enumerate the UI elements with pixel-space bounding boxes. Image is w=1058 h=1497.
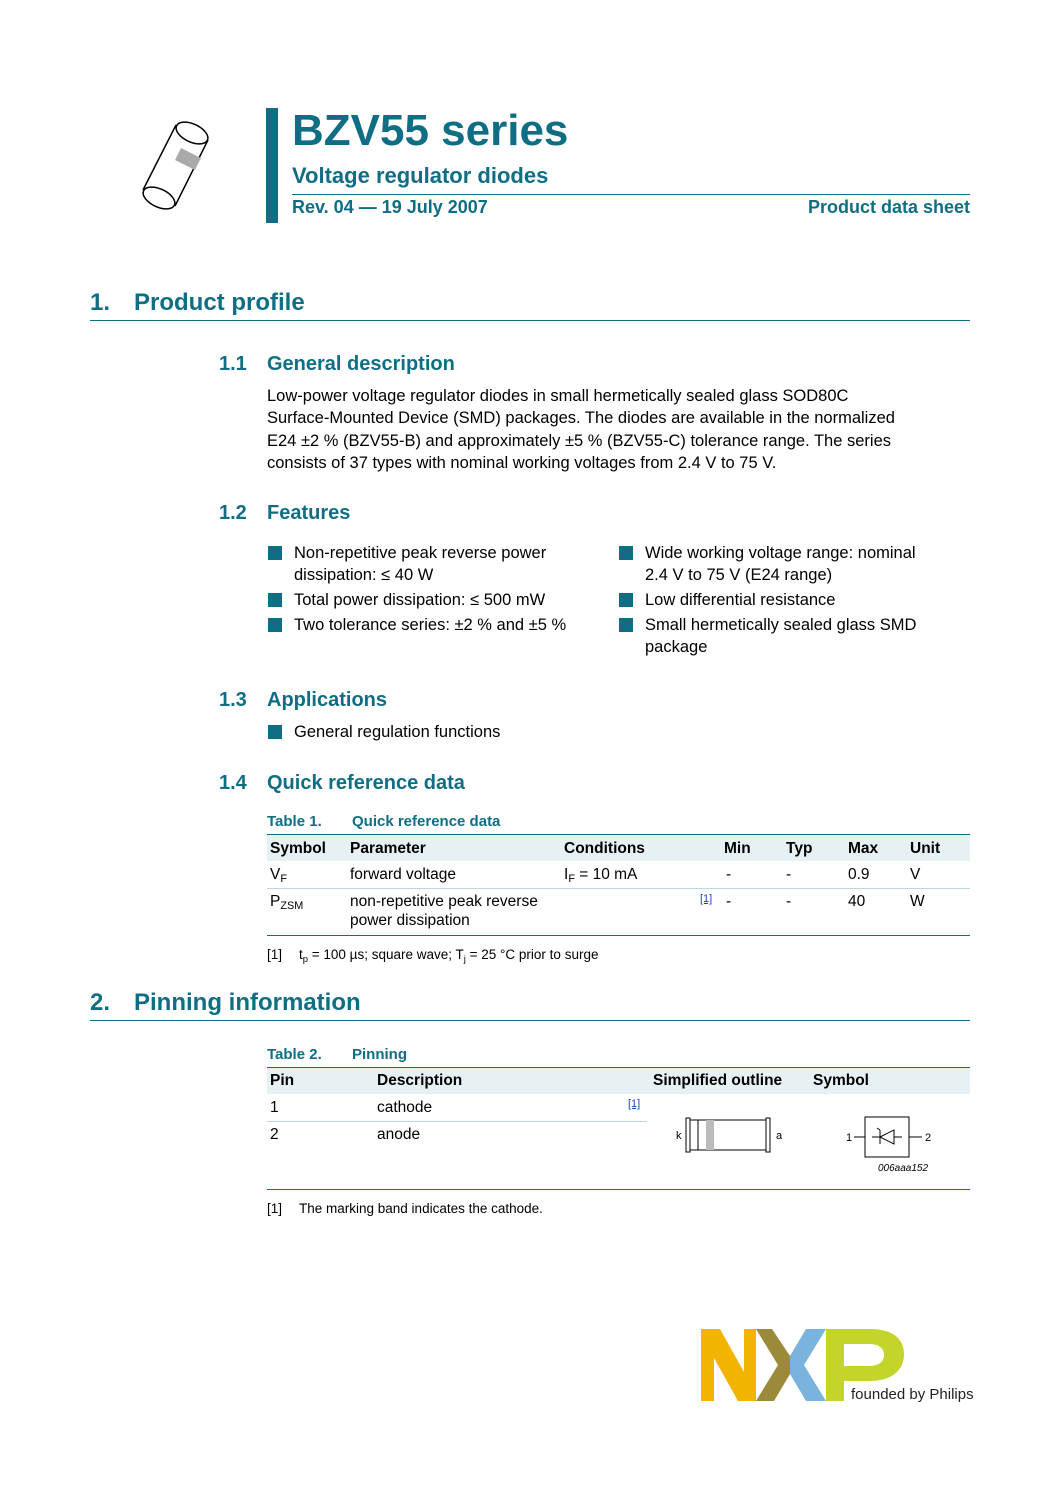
section-number: 2. (90, 989, 111, 1016)
table-cell-pin: 1 (270, 1099, 279, 1116)
bullet-icon (268, 725, 282, 739)
table-note-id: [1] (267, 1201, 283, 1216)
bullet-icon (268, 618, 282, 632)
revision-info: Rev. 04 — 19 July 2007 (292, 197, 488, 217)
subsection-title-general-description: General description (267, 353, 455, 375)
table-cell-pin: 2 (270, 1126, 279, 1143)
bullet-icon (619, 618, 633, 632)
section-divider (90, 1020, 970, 1021)
column-header: Simplified outline (653, 1072, 783, 1089)
symbol-pin-1-label: 1 (846, 1132, 853, 1144)
subsection-number: 1.3 (219, 689, 247, 711)
zener-diode-symbol (842, 1110, 942, 1178)
column-header: Typ (786, 840, 813, 857)
subsection-number: 1.4 (219, 772, 247, 794)
table-caption: Pinning (352, 1046, 407, 1063)
bullet-icon (619, 546, 633, 560)
table-cell-max: 40 (848, 893, 866, 910)
feature-item-line: package (645, 638, 708, 656)
column-header: Symbol (813, 1072, 869, 1089)
feature-item-line: Small hermetically sealed glass SMD (645, 616, 917, 634)
table-cell-conditions: $I_F = 10$ mA (564, 866, 638, 885)
table-cell-unit: W (910, 893, 925, 910)
document-type: Product data sheet (807, 197, 970, 217)
feature-item-line: dissipation: ≤ 40 W (294, 566, 434, 584)
diode-package-illustration (135, 118, 215, 218)
column-header: Description (377, 1072, 463, 1089)
outline-label-a: a (776, 1130, 783, 1142)
table-cell-description: cathode (377, 1099, 433, 1116)
table-cell-description: anode (377, 1126, 421, 1143)
bullet-icon (268, 546, 282, 560)
header-divider (292, 194, 970, 195)
column-header: Unit (910, 840, 941, 857)
footnote-reference-link[interactable]: [1] (628, 1098, 641, 1110)
table-cell-max: 0.9 (848, 866, 870, 883)
feature-item-line: 2.4 V to 75 V (E24 range) (645, 566, 833, 584)
column-header: Min (724, 840, 751, 857)
footnote-reference-link[interactable]: [1] (700, 893, 713, 905)
drawing-code: 006aaa152 (878, 1163, 929, 1174)
subsection-title-applications: Applications (267, 689, 388, 711)
subsection-number: 1.1 (219, 353, 247, 375)
table-row-divider (267, 888, 970, 889)
application-item: General regulation functions (294, 723, 501, 741)
table-bottom-rule (267, 1189, 970, 1190)
subsection-title-quick-reference: Quick reference data (267, 772, 465, 794)
section-title-pinning-information: Pinning information (134, 989, 361, 1016)
subsection-number: 1.2 (219, 502, 247, 524)
table-label: Table 2. (267, 1046, 322, 1063)
feature-item-line: Non-repetitive peak reverse power (294, 544, 547, 562)
description-line: E24 ±2 % (BZV55-B) and approximately ±5 % (BZV55-C) tolerance range. The series (267, 431, 892, 450)
section-title-product-profile: Product profile (134, 289, 305, 316)
table-cell-min: - (726, 893, 732, 910)
table-cell-typ: - (786, 893, 792, 910)
document-title: BZV55 series (292, 106, 569, 155)
table-cell-unit: V (910, 866, 921, 883)
symbol-pin-2-label: 2 (925, 1132, 932, 1144)
section-number: 1. (90, 289, 111, 316)
table-note-id: [1] (267, 947, 283, 962)
feature-item-line: Low differential resistance (645, 591, 836, 609)
table-row-divider (267, 1121, 647, 1122)
feature-item-line: Wide working voltage range: nominal (645, 544, 916, 562)
table-cell-min: - (726, 866, 732, 883)
document-subtitle: Voltage regulator diodes (292, 163, 549, 188)
table-cell-parameter: non-repetitive peak reverse (350, 893, 538, 910)
table-cell-symbol: $V_F$ (270, 866, 287, 885)
table-cell-parameter: forward voltage (350, 866, 456, 883)
simplified-outline-drawing (672, 1110, 792, 1160)
table-cell-symbol: $P_{ZSM}$ (270, 893, 304, 912)
bullet-icon (268, 593, 282, 607)
table-label: Table 1. (267, 813, 322, 830)
subsection-title-features: Features (267, 502, 351, 524)
column-header: Symbol (270, 840, 326, 857)
column-header: Max (848, 840, 879, 857)
table-note-text: The marking band indicates the cathode. (299, 1201, 543, 1216)
table-caption: Quick reference data (352, 813, 501, 830)
description-line: consists of 37 types with nominal working voltages from 2.4 V to 75 V. (267, 453, 777, 472)
section-divider (90, 320, 970, 321)
table-cell-typ: - (786, 866, 792, 883)
feature-item-line: Total power dissipation: ≤ 500 mW (294, 591, 546, 609)
column-header: Conditions (564, 840, 645, 857)
column-header: Parameter (350, 840, 426, 857)
table-cell-parameter: power dissipation (350, 912, 470, 929)
table-note-text: $t_p = 100$ µs; square wave; $T_j = 25$ °C prior to surge (299, 947, 599, 965)
description-line: Low-power voltage regulator diodes in small hermetically sealed glass SOD80C (267, 387, 849, 405)
description-line: Surface-Mounted Device (SMD) packages. The diodes are available in the normalized (267, 409, 895, 428)
feature-item-line: Two tolerance series: ±2 % and ±5 % (294, 616, 567, 634)
table-bottom-rule (267, 935, 970, 936)
bullet-icon (619, 593, 633, 607)
outline-label-k: k (676, 1130, 682, 1142)
header-accent-bar (266, 108, 278, 223)
general-description-text (267, 385, 957, 474)
column-header: Pin (270, 1072, 295, 1089)
logo-tagline: founded by Philips (851, 1386, 974, 1403)
